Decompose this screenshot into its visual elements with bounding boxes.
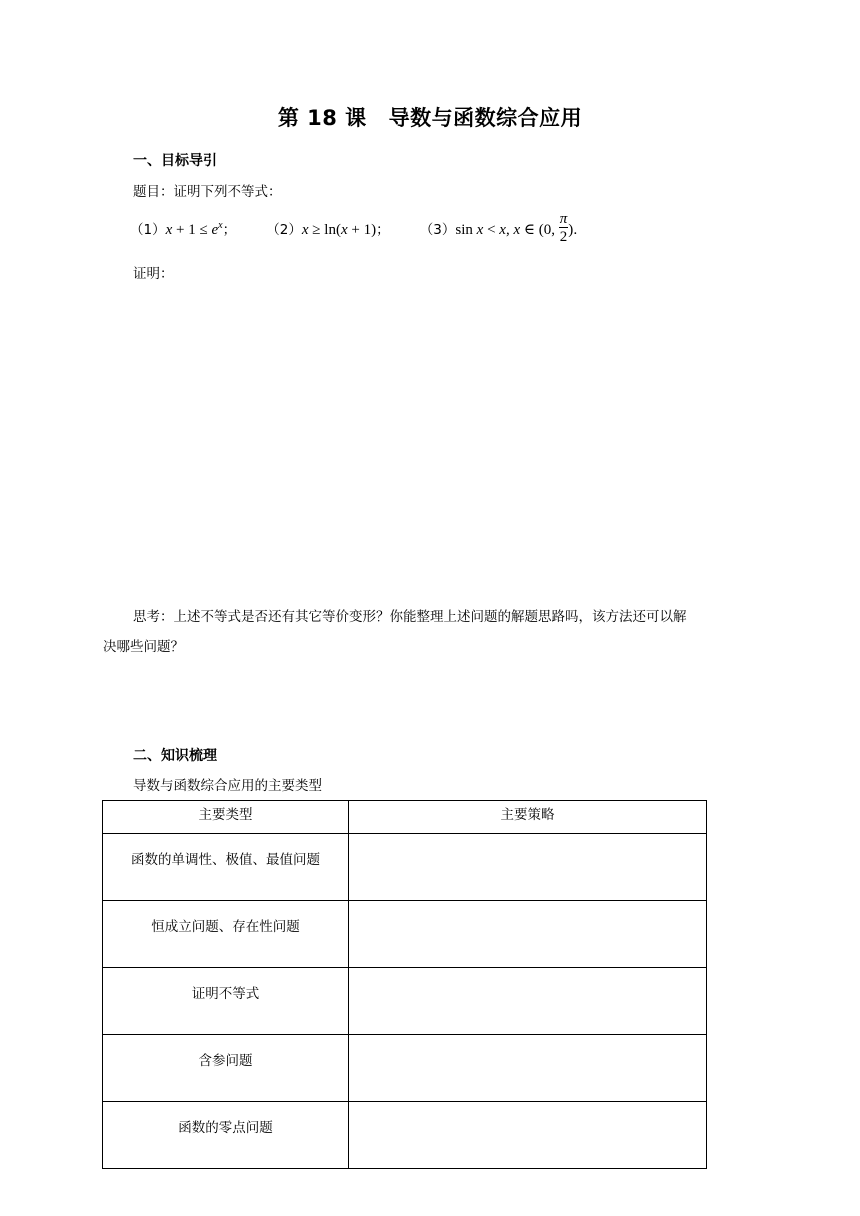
page-title (0, 102, 860, 132)
row-type: 函数的单调性、极值、最值问题 (103, 834, 349, 901)
table-header-row (103, 801, 707, 834)
lesson-number: 第 18 课 (277, 106, 367, 130)
row-strategy (349, 834, 707, 901)
table-row (103, 901, 707, 968)
row-strategy (349, 1035, 707, 1102)
item-3-number: （3） (419, 221, 456, 238)
row-type: 恒成立问题、存在性问题 (103, 901, 349, 968)
item-1-separator: ； (222, 221, 237, 238)
inequality-1: $x + 1 \le e^x$ (165, 219, 223, 238)
proof-label: 证明： (133, 266, 174, 282)
row-strategy (349, 901, 707, 968)
item-1-number: （1） (130, 221, 166, 238)
row-type: 证明不等式 (103, 968, 349, 1035)
table-row (103, 834, 707, 901)
item-3-separator: ． (573, 221, 587, 238)
table-row (103, 968, 707, 1035)
row-strategy (349, 968, 707, 1035)
row-type: 含参问题 (103, 1035, 349, 1102)
inequality-3: sin x < x, x ∈ (0, $\frac{\pi}{2}$ ) (455, 211, 574, 245)
think-line-1: 思考：上述不等式是否还有其它等价变形？你能整理上述问题的解题思路吗，该方法还可以解 (133, 609, 687, 625)
header-type: 主要类型 (103, 801, 349, 834)
item-2-number: （2） (266, 221, 302, 238)
inequality-2: x ≥ ln(x + 1) (301, 221, 377, 238)
header-strategy: 主要策略 (349, 801, 707, 834)
pi-over-2-fraction: $\frac{\pi}{2}$ (559, 211, 568, 245)
table-row (103, 1035, 707, 1102)
section-heading-knowledge: 二、知识梳理 (133, 748, 217, 764)
section-heading-goals: 一、目标导引 (133, 153, 217, 169)
item-2-separator: ； (376, 221, 390, 238)
table-row (103, 1102, 707, 1169)
think-line-2: 决哪些问题？ (103, 639, 184, 655)
problem-prompt: 题目：证明下列不等式： (133, 184, 282, 200)
row-type: 函数的零点问题 (103, 1102, 349, 1169)
strategy-table (102, 800, 707, 1169)
inequality-list (130, 211, 587, 247)
row-strategy (349, 1102, 707, 1169)
lesson-topic: 导数与函数综合应用 (388, 106, 583, 130)
table-caption: 导数与函数综合应用的主要类型 (133, 778, 322, 794)
